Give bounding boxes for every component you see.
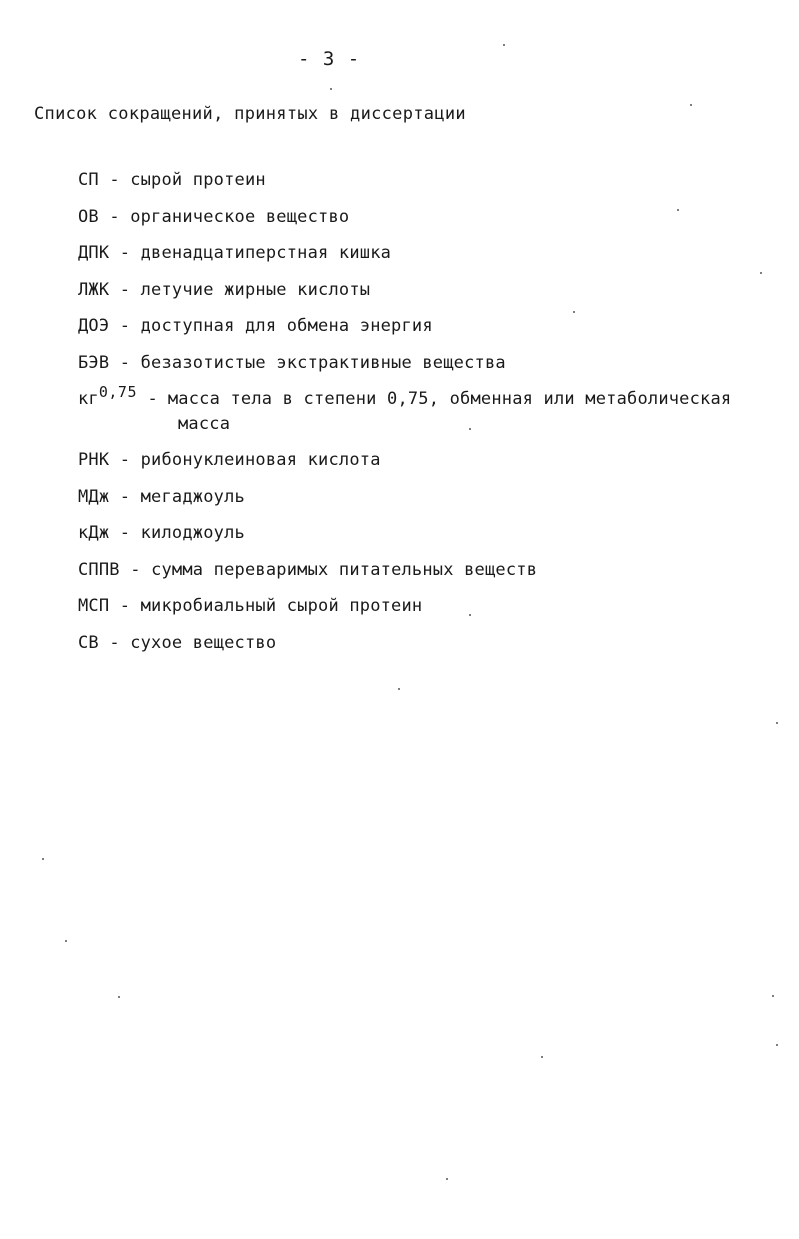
separator-dash: - — [119, 316, 131, 336]
abbreviation-definition: микробиальный сырой протеин — [140, 596, 423, 616]
separator-dash: - — [109, 632, 120, 653]
scan-speck — [42, 858, 44, 860]
list-item — [78, 242, 783, 264]
abbreviation-definition: мегаджоуль — [140, 486, 245, 507]
list-item — [78, 169, 783, 191]
separator-dash: - — [119, 243, 131, 263]
separator-dash: - — [130, 559, 141, 580]
abbreviation-definition: летучие жирные кислоты — [140, 279, 371, 300]
scan-speck — [65, 940, 67, 942]
abbreviation-definition: рибонуклеиновая кислота — [140, 450, 381, 470]
abbreviation-definition: органическое вещество — [130, 206, 350, 227]
scan-speck — [398, 688, 400, 690]
abbreviation-definition: сумма переваримых питательных веществ — [151, 559, 538, 580]
list-item — [78, 383, 783, 410]
separator-dash: - — [119, 450, 131, 470]
separator-dash: - — [109, 206, 120, 227]
abbreviation-term: РНК — [78, 450, 110, 470]
abbreviation-term: СП — [78, 170, 99, 190]
definition-continuation — [78, 413, 783, 435]
separator-dash: - — [119, 352, 131, 373]
abbreviation-head — [78, 383, 158, 410]
list-item — [78, 522, 783, 544]
scan-speck — [446, 1178, 448, 1180]
list-item — [78, 559, 783, 581]
list-item — [78, 595, 783, 617]
list-item — [78, 315, 783, 337]
abbreviation-definition-continued: масса — [178, 413, 231, 434]
scan-speck — [118, 996, 120, 998]
abbreviation-term: СППВ — [78, 559, 120, 580]
abbreviation-term: кДж — [78, 523, 110, 543]
page-number: - 3 - — [298, 48, 361, 70]
abbreviation-list — [78, 169, 783, 668]
abbreviation-term: ДПК — [78, 243, 110, 263]
abbreviation-term: ДОЭ — [78, 316, 110, 336]
scan-speck — [469, 614, 471, 616]
separator-dash: - — [147, 389, 158, 409]
separator-dash: - — [119, 279, 131, 300]
abbreviation-term: МДж — [78, 486, 110, 507]
scan-speck — [541, 1056, 543, 1058]
scan-speck — [330, 88, 332, 90]
abbreviation-definition: сухое вещество — [130, 632, 277, 653]
scan-speck — [776, 722, 778, 724]
abbreviation-definition: безазотистые экстрактивные вещества — [140, 352, 506, 373]
abbreviation-definition: килоджоуль — [140, 523, 245, 543]
abbreviation-definition: двенадцатиперстная кишка — [140, 243, 392, 263]
separator-dash: - — [119, 596, 131, 616]
list-item — [78, 279, 783, 301]
separator-dash: - — [109, 170, 120, 190]
abbreviation-term: БЭВ — [78, 352, 110, 373]
abbreviation-definition-block — [158, 388, 783, 410]
abbreviation-term: кг — [78, 389, 99, 409]
abbreviation-definition: доступная для обмена энергия — [140, 316, 433, 336]
abbreviation-term: СВ — [78, 632, 99, 653]
abbreviation-definition: масса тела в степени 0,75, обменная или метаболическая — [167, 389, 732, 409]
list-item — [78, 632, 783, 654]
abbreviation-term: ЛЖК — [78, 279, 110, 300]
list-item — [78, 486, 783, 508]
list-item — [78, 352, 783, 374]
scan-speck — [503, 44, 505, 46]
abbreviation-term: МСП — [78, 596, 110, 616]
list-item — [78, 449, 783, 471]
scan-speck — [760, 272, 762, 274]
separator-dash: - — [119, 523, 131, 543]
scan-speck — [573, 311, 575, 313]
abbreviation-term: ОВ — [78, 206, 99, 227]
scan-speck — [677, 209, 679, 211]
abbreviation-definition: сырой протеин — [130, 170, 266, 190]
separator-dash: - — [119, 486, 131, 507]
scan-speck — [776, 1044, 778, 1046]
document-title: Список сокращений, принятых в диссертации — [34, 104, 466, 124]
scan-speck — [469, 428, 471, 430]
scan-speck — [772, 995, 774, 997]
exponent: 0,75 — [98, 383, 137, 401]
scan-speck — [690, 104, 692, 106]
